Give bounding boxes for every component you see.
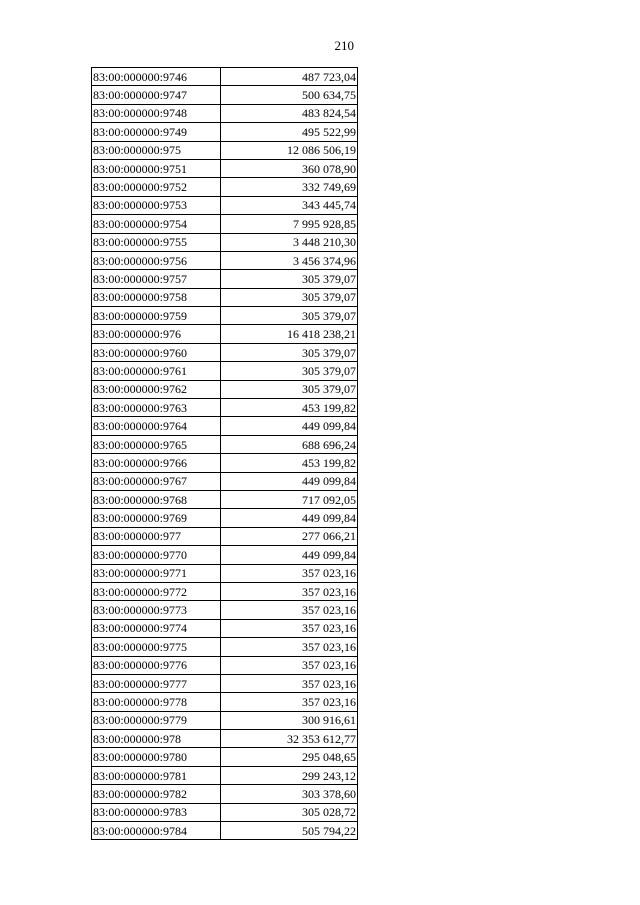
cadastral-number-cell: 83:00:000000:9768	[92, 490, 221, 508]
cadastral-value-cell: 305 379,07	[221, 343, 358, 361]
cadastral-value-cell: 357 023,16	[221, 674, 358, 692]
table-row	[92, 674, 358, 692]
cadastral-value-cell: 453 199,82	[221, 454, 358, 472]
cadastral-number-cell: 83:00:000000:9766	[92, 454, 221, 472]
table-row	[92, 472, 358, 490]
cadastral-number-cell: 83:00:000000:9747	[92, 86, 221, 104]
table-row	[92, 730, 358, 748]
cadastral-value-cell: 303 378,60	[221, 785, 358, 803]
cadastral-value-cell: 305 379,07	[221, 270, 358, 288]
cadastral-number-cell: 83:00:000000:9748	[92, 104, 221, 122]
table-row	[92, 380, 358, 398]
cadastral-value-cell: 357 023,16	[221, 693, 358, 711]
table-row	[92, 822, 358, 840]
cadastral-value-cell: 305 379,07	[221, 362, 358, 380]
cadastral-value-cell: 495 522,99	[221, 123, 358, 141]
cadastral-value-cell: 357 023,16	[221, 582, 358, 600]
cadastral-value-cell: 449 099,84	[221, 417, 358, 435]
cadastral-value-cell: 332 749,69	[221, 178, 358, 196]
cadastral-value-cell: 357 023,16	[221, 601, 358, 619]
cadastral-number-cell: 83:00:000000:9757	[92, 270, 221, 288]
table-row	[92, 233, 358, 251]
table-row	[92, 251, 358, 269]
table-row	[92, 803, 358, 821]
table-row	[92, 785, 358, 803]
table-row	[92, 546, 358, 564]
cadastral-value-cell: 505 794,22	[221, 822, 358, 840]
cadastral-value-cell: 357 023,16	[221, 656, 358, 674]
cadastral-value-cell: 305 379,07	[221, 380, 358, 398]
table-row	[92, 196, 358, 214]
table-row	[92, 325, 358, 343]
cadastral-value-cell: 449 099,84	[221, 546, 358, 564]
cadastral-number-cell: 83:00:000000:9759	[92, 307, 221, 325]
cadastral-value-cell: 357 023,16	[221, 638, 358, 656]
table-row	[92, 509, 358, 527]
cadastral-number-cell: 83:00:000000:9783	[92, 803, 221, 821]
table-row	[92, 417, 358, 435]
cadastral-number-cell: 83:00:000000:9782	[92, 785, 221, 803]
cadastral-number-cell: 83:00:000000:9755	[92, 233, 221, 251]
cadastral-value-cell: 299 243,12	[221, 766, 358, 784]
cadastral-number-cell: 83:00:000000:9773	[92, 601, 221, 619]
cadastral-number-cell: 83:00:000000:9771	[92, 564, 221, 582]
table-row	[92, 748, 358, 766]
cadastral-number-cell: 83:00:000000:9780	[92, 748, 221, 766]
cadastral-number-cell: 83:00:000000:9769	[92, 509, 221, 527]
cadastral-value-cell: 3 448 210,30	[221, 233, 358, 251]
cadastral-value-cell: 453 199,82	[221, 399, 358, 417]
table-row	[92, 343, 358, 361]
cadastral-value-cell: 300 916,61	[221, 711, 358, 729]
cadastral-value-cell: 305 379,07	[221, 307, 358, 325]
cadastral-number-cell: 83:00:000000:976	[92, 325, 221, 343]
table-row	[92, 141, 358, 159]
cadastral-value-cell: 500 634,75	[221, 86, 358, 104]
cadastral-number-cell: 83:00:000000:9779	[92, 711, 221, 729]
cadastral-value-cell: 7 995 928,85	[221, 215, 358, 233]
cadastral-value-cell: 717 092,05	[221, 490, 358, 508]
cadastral-number-cell: 83:00:000000:9756	[92, 251, 221, 269]
cadastral-number-cell: 83:00:000000:9774	[92, 619, 221, 637]
cadastral-value-cell: 487 723,04	[221, 68, 358, 86]
table-row	[92, 68, 358, 86]
cadastral-number-cell: 83:00:000000:975	[92, 141, 221, 159]
table-row	[92, 362, 358, 380]
table-row	[92, 564, 358, 582]
cadastral-value-cell: 688 696,24	[221, 435, 358, 453]
cadastral-number-cell: 83:00:000000:9749	[92, 123, 221, 141]
table-row	[92, 601, 358, 619]
cadastral-number-cell: 83:00:000000:9754	[92, 215, 221, 233]
cadastral-number-cell: 83:00:000000:9772	[92, 582, 221, 600]
cadastral-number-cell: 83:00:000000:9752	[92, 178, 221, 196]
cadastral-number-cell: 83:00:000000:9784	[92, 822, 221, 840]
cadastral-number-cell: 83:00:000000:9775	[92, 638, 221, 656]
table-row	[92, 619, 358, 637]
table-row	[92, 766, 358, 784]
cadastral-value-cell: 305 028,72	[221, 803, 358, 821]
cadastral-number-cell: 83:00:000000:9781	[92, 766, 221, 784]
cadastral-value-cell: 449 099,84	[221, 472, 358, 490]
table-body	[92, 68, 358, 840]
cadastral-value-cell: 16 418 238,21	[221, 325, 358, 343]
table-row	[92, 159, 358, 177]
page-number: 210	[334, 38, 354, 53]
cadastral-number-cell: 83:00:000000:9746	[92, 68, 221, 86]
cadastral-value-cell: 343 445,74	[221, 196, 358, 214]
table-row	[92, 270, 358, 288]
cadastral-number-cell: 83:00:000000:9777	[92, 674, 221, 692]
cadastral-value-cell: 483 824,54	[221, 104, 358, 122]
table-row	[92, 490, 358, 508]
cadastral-number-cell: 83:00:000000:9765	[92, 435, 221, 453]
table-row	[92, 288, 358, 306]
cadastral-number-cell: 83:00:000000:9751	[92, 159, 221, 177]
table-row	[92, 527, 358, 545]
cadastral-value-cell: 305 379,07	[221, 288, 358, 306]
table-row	[92, 215, 358, 233]
cadastral-number-cell: 83:00:000000:9760	[92, 343, 221, 361]
cadastral-number-cell: 83:00:000000:9762	[92, 380, 221, 398]
table-row	[92, 711, 358, 729]
cadastral-number-cell: 83:00:000000:9770	[92, 546, 221, 564]
table-row	[92, 693, 358, 711]
table-row	[92, 638, 358, 656]
table-row	[92, 582, 358, 600]
table-row	[92, 399, 358, 417]
table-row	[92, 435, 358, 453]
cadastre-value-table	[91, 67, 358, 840]
cadastral-value-cell: 357 023,16	[221, 564, 358, 582]
cadastral-number-cell: 83:00:000000:9753	[92, 196, 221, 214]
cadastral-number-cell: 83:00:000000:9764	[92, 417, 221, 435]
cadastral-number-cell: 83:00:000000:9778	[92, 693, 221, 711]
cadastral-number-cell: 83:00:000000:977	[92, 527, 221, 545]
table-row	[92, 86, 358, 104]
cadastral-value-cell: 32 353 612,77	[221, 730, 358, 748]
cadastral-number-cell: 83:00:000000:9758	[92, 288, 221, 306]
cadastral-value-cell: 277 066,21	[221, 527, 358, 545]
cadastral-value-cell: 357 023,16	[221, 619, 358, 637]
cadastral-value-cell: 449 099,84	[221, 509, 358, 527]
table-row	[92, 123, 358, 141]
cadastral-number-cell: 83:00:000000:9761	[92, 362, 221, 380]
table-row	[92, 178, 358, 196]
cadastral-value-cell: 3 456 374,96	[221, 251, 358, 269]
cadastral-number-cell: 83:00:000000:9776	[92, 656, 221, 674]
cadastral-value-cell: 295 048,65	[221, 748, 358, 766]
cadastral-number-cell: 83:00:000000:978	[92, 730, 221, 748]
cadastral-value-cell: 360 078,90	[221, 159, 358, 177]
table-row	[92, 656, 358, 674]
table-row	[92, 454, 358, 472]
table-row	[92, 307, 358, 325]
cadastral-number-cell: 83:00:000000:9763	[92, 399, 221, 417]
cadastral-number-cell: 83:00:000000:9767	[92, 472, 221, 490]
table-row	[92, 104, 358, 122]
cadastral-value-cell: 12 086 506,19	[221, 141, 358, 159]
